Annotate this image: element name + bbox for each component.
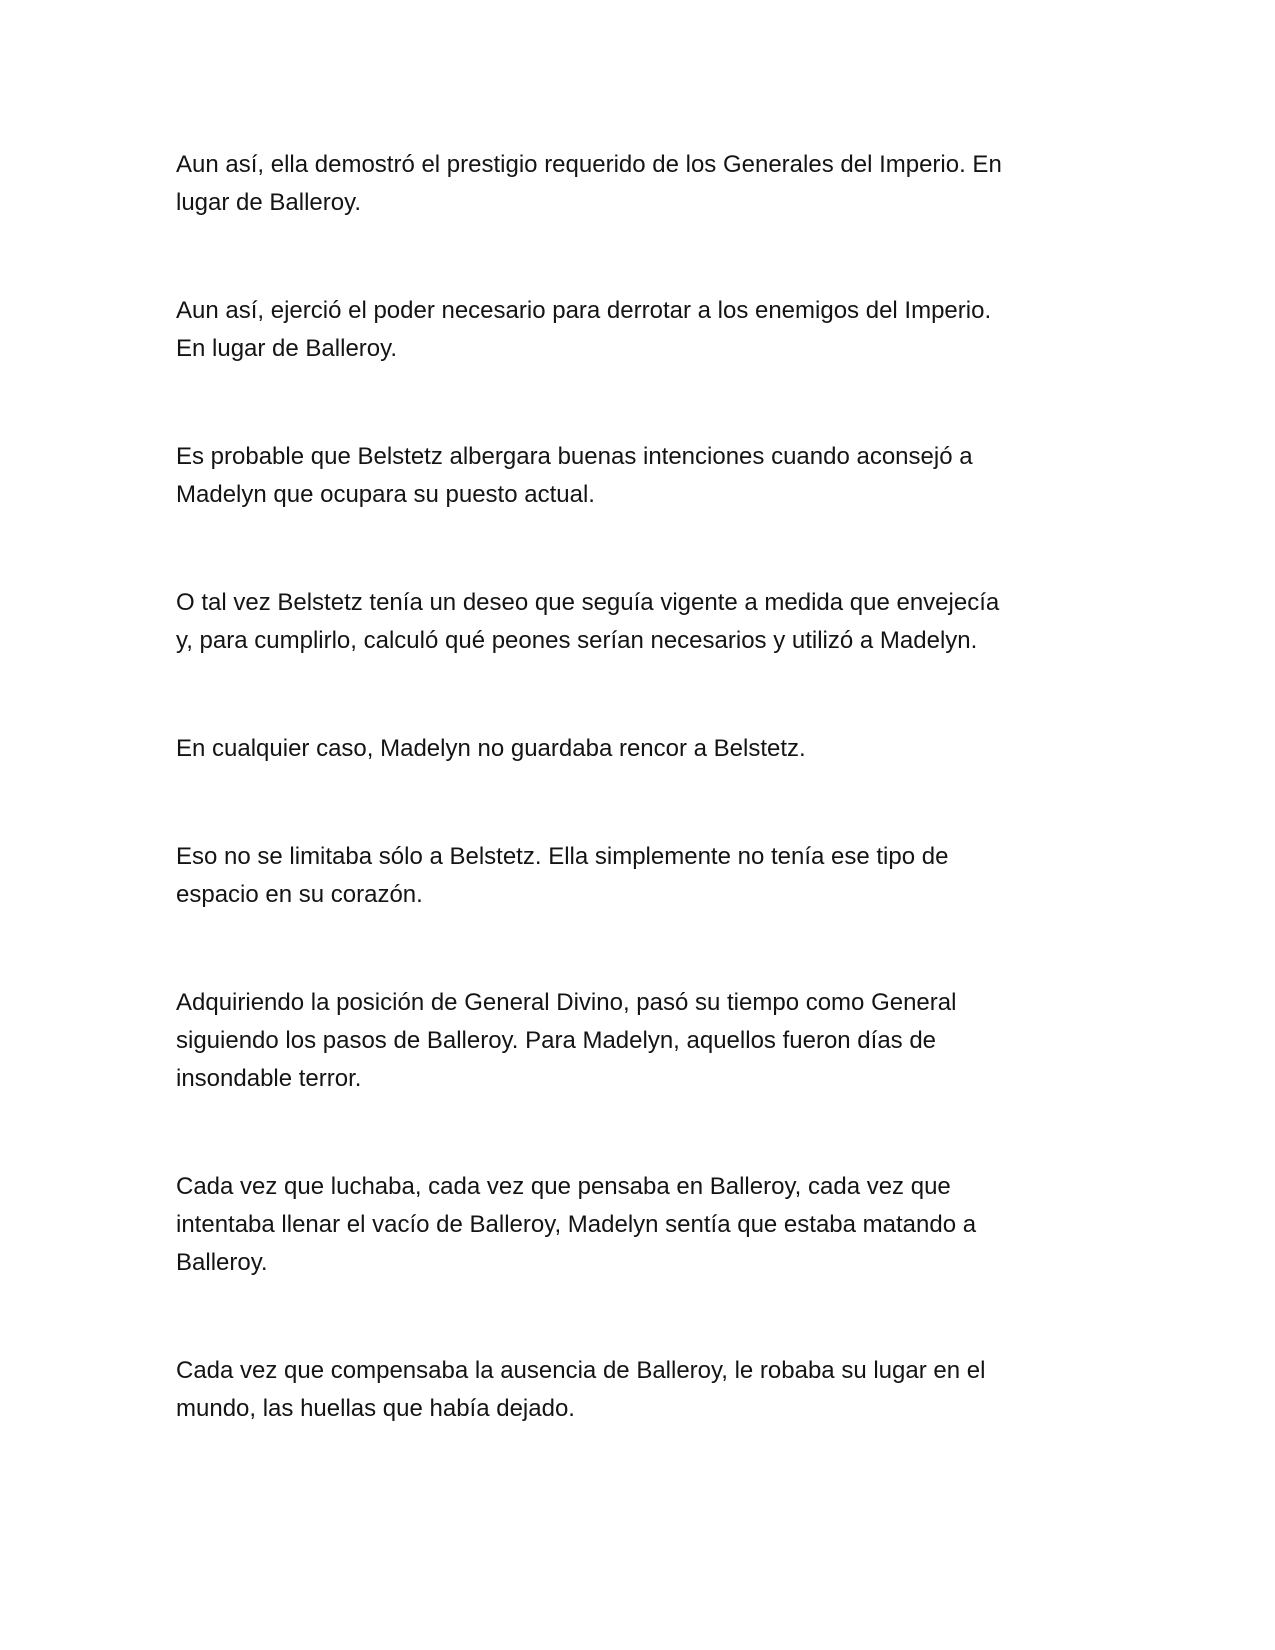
paragraph-3 (176, 438, 1096, 514)
paragraph-2 (176, 292, 1096, 368)
paragraph-line: intentaba llenar el vacío de Balleroy, Madelyn sentía que estaba matando a (176, 1211, 977, 1238)
paragraph-line: y, para cumplirlo, calculó qué peones serían necesarios y utilizó a Madelyn. (176, 627, 978, 654)
paragraph-line: Aun así, ella demostró el prestigio requerido de los Generales del Imperio. En (176, 151, 1002, 178)
paragraph-line: Cada vez que compensaba la ausencia de Balleroy, le robaba su lugar en el (176, 1357, 986, 1384)
paragraph-line: Es probable que Belstetz albergara buenas intenciones cuando aconsejó a (176, 443, 973, 470)
paragraph-line: mundo, las huellas que había dejado. (176, 1395, 575, 1422)
paragraph-line: Balleroy. (176, 1249, 268, 1276)
paragraph-6 (176, 838, 1096, 914)
paragraph-9 (176, 1352, 1096, 1428)
paragraph-5 (176, 730, 1096, 768)
paragraph-line: En cualquier caso, Madelyn no guardaba rencor a Belstetz. (176, 735, 806, 762)
paragraph-line: Adquiriendo la posición de General Divino, pasó su tiempo como General (176, 989, 957, 1016)
paragraph-7 (176, 984, 1096, 1098)
paragraph-line: Aun así, ejerció el poder necesario para derrotar a los enemigos del Imperio. (176, 297, 992, 324)
paragraph-1 (176, 146, 1096, 222)
paragraph-8 (176, 1168, 1096, 1282)
paragraph-line: En lugar de Balleroy. (176, 335, 398, 362)
paragraph-line: espacio en su corazón. (176, 881, 423, 908)
paragraph-line: lugar de Balleroy. (176, 189, 361, 216)
paragraph-line: Eso no se limitaba sólo a Belstetz. Ella simplemente no tenía ese tipo de (176, 843, 949, 870)
paragraph-line: insondable terror. (176, 1065, 362, 1092)
paragraph-line: Madelyn que ocupara su puesto actual. (176, 481, 595, 508)
paragraph-line: Cada vez que luchaba, cada vez que pensaba en Balleroy, cada vez que (176, 1173, 951, 1200)
paragraph-line: siguiendo los pasos de Balleroy. Para Madelyn, aquellos fueron días de (176, 1027, 937, 1054)
paragraph-4 (176, 584, 1096, 660)
paragraph-line: O tal vez Belstetz tenía un deseo que seguía vigente a medida que envejecía (176, 589, 1000, 616)
